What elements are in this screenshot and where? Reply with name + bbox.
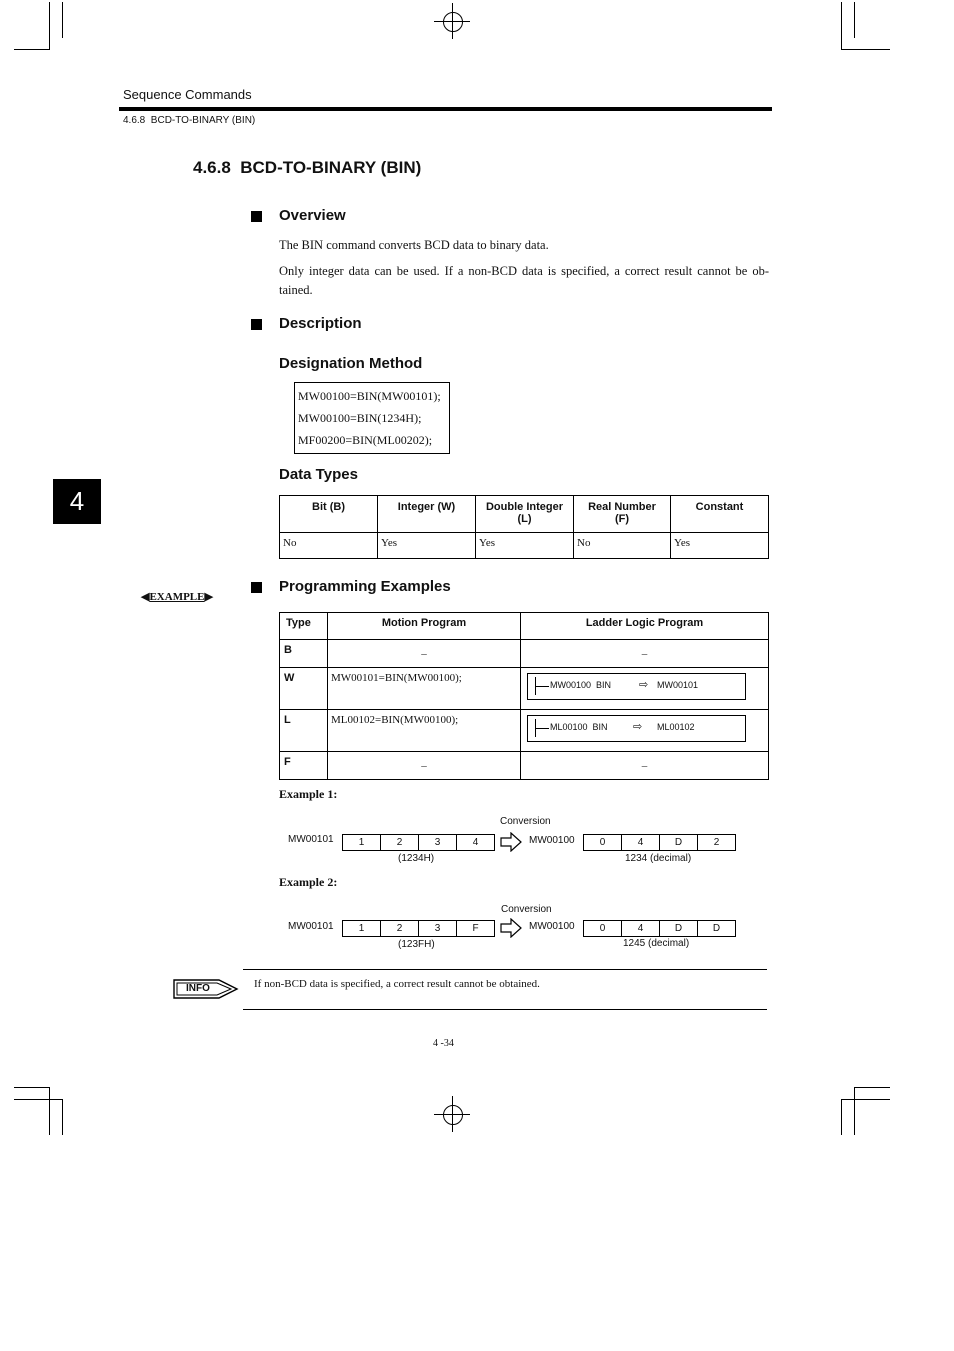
- crop-mark: [854, 1087, 855, 1135]
- destination-caption: 1245 (decimal): [623, 938, 690, 949]
- data-types-heading: Data Types: [279, 466, 358, 483]
- digit-cell: 1: [342, 920, 381, 937]
- crop-mark: [841, 1099, 890, 1100]
- ladder-destination: ML00102: [657, 722, 695, 732]
- section-bullet-icon: [251, 319, 262, 330]
- ladder-destination: MW00101: [657, 680, 699, 690]
- source-caption: (1234H): [398, 853, 435, 864]
- column-header: Double Integer (L): [476, 496, 574, 533]
- designation-code-box: [294, 382, 450, 454]
- info-badge: [173, 979, 239, 999]
- programming-table: [279, 612, 769, 780]
- arrow-right-icon: ⇨: [639, 679, 649, 691]
- crop-mark: [841, 49, 890, 50]
- left-triangle-icon: ◀: [141, 591, 150, 603]
- crop-mark: [49, 1087, 50, 1135]
- digit-cell: 4: [621, 920, 660, 937]
- ladder-diagram: [527, 715, 746, 742]
- arrow-right-icon: ⇨: [633, 721, 643, 733]
- ladder-cell: –: [521, 640, 769, 668]
- destination-digits: [584, 920, 736, 937]
- type-cell: L: [280, 710, 328, 752]
- conversion-label: Conversion: [500, 816, 551, 827]
- running-header: Sequence Commands: [123, 87, 252, 102]
- overview-paragraph-1: The BIN command converts BCD data to binary data.: [279, 238, 549, 252]
- info-bottom-rule: [243, 1009, 767, 1010]
- column-header: Constant: [671, 496, 769, 533]
- ladder-cell: [521, 668, 769, 710]
- crop-mark: [14, 49, 50, 50]
- registration-mark: [434, 1114, 470, 1115]
- ladder-rung: [535, 728, 549, 729]
- conversion-arrow-icon: [500, 832, 522, 852]
- table-row: [280, 710, 769, 752]
- destination-caption: 1234 (decimal): [625, 853, 692, 864]
- table-row: [280, 640, 769, 668]
- destination-digits: [584, 834, 736, 851]
- info-text: If non-BCD data is specified, a correct result cannot be obtained.: [254, 978, 540, 990]
- ladder-source: ML00100 BIN: [550, 722, 608, 732]
- motion-cell: ML00102=BIN(MW00100);: [328, 710, 521, 752]
- digit-cell: 4: [621, 834, 660, 851]
- destination-register: MW00100: [529, 835, 575, 846]
- registration-mark: [434, 21, 470, 22]
- page-number: 4 -34: [433, 1038, 454, 1049]
- code-line: MF00200=BIN(ML00202);: [298, 433, 433, 447]
- digit-cell: 0: [583, 920, 622, 937]
- digit-cell: 1: [342, 834, 381, 851]
- header-rule: [119, 107, 772, 111]
- table-cell: No: [574, 533, 671, 559]
- type-cell: F: [280, 752, 328, 780]
- digit-cell: 2: [380, 920, 419, 937]
- ladder-rung: [535, 686, 549, 687]
- code-line: MW00100=BIN(1234H);: [298, 411, 422, 425]
- ladder-diagram: [527, 673, 746, 700]
- example-1-label: Example 1:: [279, 787, 338, 801]
- table-cell: No: [280, 533, 378, 559]
- ladder-cell: [521, 710, 769, 752]
- type-cell: W: [280, 668, 328, 710]
- digit-cell: 3: [418, 920, 457, 937]
- source-digits: [343, 834, 495, 851]
- right-triangle-icon: ▶: [204, 591, 213, 603]
- info-badge-label: INFO: [186, 983, 210, 994]
- overview-heading: Overview: [279, 207, 346, 224]
- crop-mark: [14, 1087, 50, 1088]
- crop-mark: [854, 1087, 890, 1088]
- digit-cell: 4: [456, 834, 495, 851]
- destination-register: MW00100: [529, 921, 575, 932]
- digit-cell: 0: [583, 834, 622, 851]
- chapter-tab: 4: [53, 479, 101, 524]
- page-title: 4.6.8 BCD-TO-BINARY (BIN): [193, 158, 422, 177]
- crop-mark: [62, 2, 63, 38]
- column-header: Bit (B): [280, 496, 378, 533]
- description-heading: Description: [279, 315, 362, 332]
- crop-mark: [841, 2, 842, 50]
- info-top-rule: [243, 969, 767, 970]
- ladder-cell: –: [521, 752, 769, 780]
- type-cell: B: [280, 640, 328, 668]
- overview-paragraph-2: Only integer data can be used. If a non-BCD data is specified, a correct result cannot be ob-tained.: [279, 264, 769, 297]
- data-types-table: [279, 495, 769, 559]
- section-bullet-icon: [251, 211, 262, 222]
- table-cell: Yes: [378, 533, 476, 559]
- digit-cell: D: [697, 920, 736, 937]
- motion-cell: MW00101=BIN(MW00100);: [328, 668, 521, 710]
- conversion-arrow-icon: [500, 918, 522, 938]
- digit-cell: F: [456, 920, 495, 937]
- source-caption: (123FH): [398, 939, 435, 950]
- crop-mark: [62, 1099, 63, 1135]
- table-cell: Yes: [476, 533, 574, 559]
- column-header: Ladder Logic Program: [521, 613, 769, 640]
- crop-mark: [854, 2, 855, 38]
- registration-mark: [443, 1105, 463, 1125]
- breadcrumb: 4.6.8 BCD-TO-BINARY (BIN): [123, 115, 256, 126]
- table-cell: Yes: [671, 533, 769, 559]
- example-2-label: Example 2:: [279, 875, 338, 889]
- crop-mark: [14, 1099, 63, 1100]
- section-bullet-icon: [251, 582, 262, 593]
- column-header: Real Number (F): [574, 496, 671, 533]
- column-header: Type: [280, 613, 328, 640]
- digit-cell: 2: [380, 834, 419, 851]
- motion-cell: –: [328, 640, 521, 668]
- digit-cell: 2: [697, 834, 736, 851]
- source-digits: [343, 920, 495, 937]
- designation-heading: Designation Method: [279, 355, 423, 372]
- crop-mark: [49, 2, 50, 50]
- source-register: MW00101: [288, 921, 334, 932]
- table-row: [280, 752, 769, 780]
- table-row: [280, 668, 769, 710]
- conversion-label: Conversion: [501, 904, 552, 915]
- digit-cell: D: [659, 834, 698, 851]
- example-tag: [141, 590, 213, 603]
- registration-mark: [443, 12, 463, 32]
- motion-cell: –: [328, 752, 521, 780]
- programming-heading: Programming Examples: [279, 578, 451, 595]
- digit-cell: D: [659, 920, 698, 937]
- column-header: Integer (W): [378, 496, 476, 533]
- example-tag-label: EXAMPLE: [149, 591, 205, 603]
- ladder-source: MW00100 BIN: [550, 680, 612, 690]
- code-line: MW00100=BIN(MW00101);: [298, 389, 441, 403]
- column-header: Motion Program: [328, 613, 521, 640]
- crop-mark: [841, 1099, 842, 1135]
- digit-cell: 3: [418, 834, 457, 851]
- source-register: MW00101: [288, 834, 334, 845]
